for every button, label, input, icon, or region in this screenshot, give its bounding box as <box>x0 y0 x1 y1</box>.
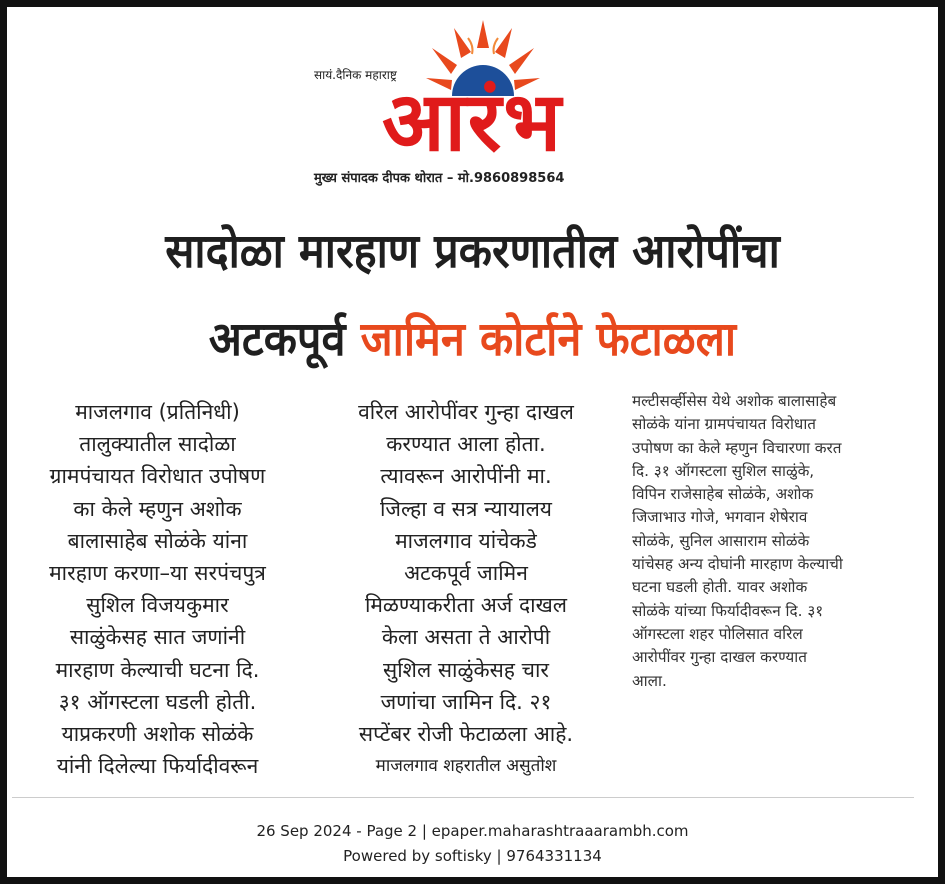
column-line: यांनी दिलेल्या फिर्यादीवरून <box>56 754 259 779</box>
column-line: सुशिल साळुंकेसह चार <box>383 657 549 682</box>
masthead <box>300 18 645 190</box>
column-line: आरोपींवर गुन्हा दाखल करण्यात <box>632 648 807 667</box>
headline-accent-part: जामिन कोर्टाने फेटाळला <box>360 312 737 367</box>
column-line: ३१ ऑगस्टला घडली होती. <box>58 689 257 714</box>
column-line: मिळण्याकरीता अर्ज दाखल <box>364 593 568 618</box>
footer-divider <box>12 797 914 798</box>
column-line: मारहाण केल्याची घटना दि. <box>55 657 260 682</box>
article-column-1 <box>10 396 305 782</box>
column-line: माजलगाव शहरातील असुतोश <box>375 756 557 777</box>
newspaper-title: आरंभ <box>382 75 563 170</box>
column-line: त्यावरून आरोपींनी मा. <box>380 464 552 489</box>
footer-date-site: 26 Sep 2024 - Page 2 | epaper.maharashtraaarambh.com <box>256 822 689 840</box>
article-column-3 <box>632 390 917 693</box>
column-line: माजलगाव यांचेकडे <box>395 528 537 553</box>
column-line: उपोषण का केले म्हणुन विचारणा करत <box>632 438 842 457</box>
headline-line-2 <box>56 310 889 370</box>
column-line: माजलगाव (प्रतिनिधी) <box>75 400 240 424</box>
footer-powered-by: Powered by softisky | 9764331134 <box>343 847 602 865</box>
column-line: आला. <box>632 671 667 690</box>
column-line: सप्टेंबर रोजी फेटाळला आहे. <box>358 722 574 747</box>
editor-contact: मुख्य संपादक दीपक थोरात – मो.9860898564 <box>314 171 565 186</box>
column-line: सोळंके यांना ग्रामपंचायत विरोधात <box>632 415 817 434</box>
column-line: का केले म्हणुन अशोक <box>73 496 242 521</box>
column-line: याप्रकरणी अशोक सोळंके <box>61 722 254 747</box>
column-line: जिजाभाउ गोजे, भगवान शेषेराव <box>632 508 808 527</box>
column-line: दि. ३१ ऑगस्टला सुशिल साळुंके, <box>632 461 815 480</box>
column-line: तालुक्यातील सादोळा <box>79 432 236 457</box>
column-line: अटकपूर्व जामिन <box>404 561 528 586</box>
column-line: ग्रामपंचायत विरोधात उपोषण <box>49 464 266 489</box>
newspaper-tagline: सायं.दैनिक महाराष्ट्र <box>314 68 397 82</box>
column-line: घटना घडली होती. यावर अशोक <box>632 578 808 597</box>
column-line: सोळंके, सुनिल आसाराम सोळंके <box>632 531 810 550</box>
column-line: बालासाहेब सोळंके यांना <box>67 528 248 553</box>
column-line: मारहाण करणा–या सरपंचपुत्र <box>49 561 266 586</box>
column-line: करण्यात आला होता. <box>386 432 546 457</box>
column-line: यांचेसह अन्य दोघांनी मारहाण केल्याची <box>632 555 843 574</box>
column-line: जणांचा जामिन दि. २१ <box>380 689 552 714</box>
column-line: सोळंके यांच्या फिर्यादीवरून दि. ३१ <box>632 601 824 620</box>
column-line: वरिल आरोपींवर गुन्हा दाखल <box>358 400 574 424</box>
column-line: जिल्हा व सत्र न्यायालय <box>379 496 552 521</box>
column-line: ऑगस्टला शहर पोलिसात वरिल <box>632 624 803 643</box>
column-line: केला असता ते आरोपी <box>381 625 551 650</box>
column-line: मल्टीसर्व्हीसेस येथे अशोक बालासाहेब <box>632 392 837 410</box>
headline-line-1: सादोळा मारहाण प्रकरणातील आरोपींचा <box>165 224 780 279</box>
article-column-2 <box>318 396 614 782</box>
column-line: विपिन राजेसाहेब सोळंके, अशोक <box>632 485 814 504</box>
column-line: साळुंकेसह सात जणांनी <box>69 625 246 650</box>
headline-dark-part: अटकपूर्व <box>208 312 346 367</box>
column-line: सुशिल विजयकुमार <box>86 593 229 618</box>
